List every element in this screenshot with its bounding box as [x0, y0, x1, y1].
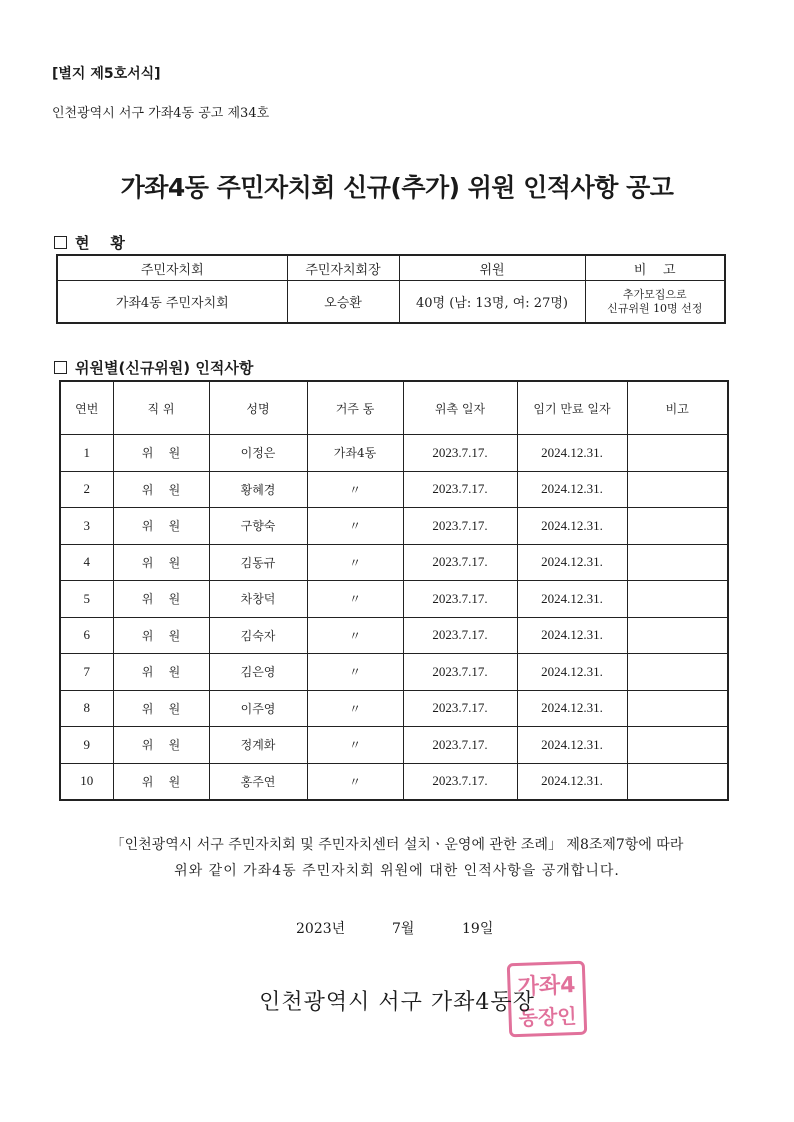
- row-name: 구향숙: [209, 508, 307, 545]
- row-expires: 2024.12.31.: [517, 581, 627, 618]
- section-members-heading: [54, 357, 253, 378]
- col-name: 성명: [209, 381, 307, 435]
- row-no: 8: [60, 690, 113, 727]
- row-note: [627, 617, 728, 654]
- row-dong: 〃: [307, 581, 403, 618]
- seal-text-line1: 가좌4: [517, 973, 576, 1001]
- row-name: 이정은: [209, 435, 307, 472]
- row-appointed: 2023.7.17.: [403, 763, 517, 800]
- col-appointed: 위촉 일자: [403, 381, 517, 435]
- date-day: 19일: [462, 921, 494, 937]
- row-appointed: 2023.7.17.: [403, 435, 517, 472]
- checkbox-square-icon: [54, 236, 67, 249]
- row-note: [627, 471, 728, 508]
- row-dong: 〃: [307, 727, 403, 764]
- table-row: [60, 617, 728, 654]
- ordinance-statement-line1: 「인천광역시 서구 주민자치회 및 주민자치센터 설치ㆍ운영에 관한 조례」 제8조제7항에 따라: [110, 837, 684, 853]
- row-appointed: 2023.7.17.: [403, 471, 517, 508]
- row-expires: 2024.12.31.: [517, 617, 627, 654]
- row-no: 7: [60, 654, 113, 691]
- row-expires: 2024.12.31.: [517, 435, 627, 472]
- section-status-label: 현 황: [75, 234, 125, 252]
- row-name: 김은영: [209, 654, 307, 691]
- col-council: 주민자치회: [57, 255, 287, 281]
- row-no: 10: [60, 763, 113, 800]
- row-position: 위 원: [113, 690, 209, 727]
- row-dong: 가좌4동: [307, 435, 403, 472]
- signatory: 인천광역시 서구 가좌4동장: [259, 990, 535, 1015]
- status-note-line2: 신규위원 10명 선정: [607, 301, 703, 315]
- row-note: [627, 690, 728, 727]
- row-expires: 2024.12.31.: [517, 654, 627, 691]
- row-position: 위 원: [113, 763, 209, 800]
- row-position: 위 원: [113, 508, 209, 545]
- row-no: 6: [60, 617, 113, 654]
- page-title: 가좌4동 주민자치회 신규(추가) 위원 인적사항 공고: [120, 173, 674, 202]
- row-expires: 2024.12.31.: [517, 727, 627, 764]
- council-name: 가좌4동 주민자치회: [57, 281, 287, 324]
- row-position: 위 원: [113, 617, 209, 654]
- row-no: 1: [60, 435, 113, 472]
- notice-number: 인천광역시 서구 가좌4동 공고 제34호: [52, 106, 270, 121]
- members-table-header: [60, 381, 728, 435]
- row-position: 위 원: [113, 654, 209, 691]
- table-row: [60, 508, 728, 545]
- row-note: [627, 508, 728, 545]
- row-name: 홍주연: [209, 763, 307, 800]
- row-name: 김동규: [209, 544, 307, 581]
- row-position: 위 원: [113, 727, 209, 764]
- col-note: 비 고: [585, 255, 725, 281]
- col-dong: 거주 동: [307, 381, 403, 435]
- row-appointed: 2023.7.17.: [403, 654, 517, 691]
- row-name: 김숙자: [209, 617, 307, 654]
- col-expires: 임기 만료 일자: [517, 381, 627, 435]
- row-note: [627, 435, 728, 472]
- table-row: [60, 763, 728, 800]
- status-table-row: [57, 281, 725, 324]
- col-no: 연번: [60, 381, 113, 435]
- date-month: 7월: [392, 921, 415, 937]
- row-no: 9: [60, 727, 113, 764]
- row-dong: 〃: [307, 654, 403, 691]
- row-appointed: 2023.7.17.: [403, 544, 517, 581]
- seal-text-line2: 동장인: [518, 1003, 578, 1030]
- row-appointed: 2023.7.17.: [403, 617, 517, 654]
- checkbox-square-icon: [54, 361, 67, 374]
- section-members-label: 위원별(신규위원) 인적사항: [75, 359, 254, 377]
- row-position: 위 원: [113, 471, 209, 508]
- members-count: 40명 (남: 13명, 여: 27명): [399, 281, 585, 324]
- members-table: [59, 380, 729, 801]
- row-note: [627, 763, 728, 800]
- row-position: 위 원: [113, 435, 209, 472]
- table-row: [60, 435, 728, 472]
- col-chair: 주민자치회장: [287, 255, 399, 281]
- row-dong: 〃: [307, 763, 403, 800]
- row-dong: 〃: [307, 471, 403, 508]
- status-table: [56, 254, 726, 324]
- row-name: 차창덕: [209, 581, 307, 618]
- row-appointed: 2023.7.17.: [403, 690, 517, 727]
- status-table-header: [57, 255, 725, 281]
- row-no: 3: [60, 508, 113, 545]
- table-row: [60, 690, 728, 727]
- row-dong: 〃: [307, 508, 403, 545]
- table-row: [60, 727, 728, 764]
- col-position: 직 위: [113, 381, 209, 435]
- row-note: [627, 727, 728, 764]
- row-no: 5: [60, 581, 113, 618]
- col-members: 위원: [399, 255, 585, 281]
- row-expires: 2024.12.31.: [517, 763, 627, 800]
- table-row: [60, 654, 728, 691]
- row-dong: 〃: [307, 544, 403, 581]
- row-dong: 〃: [307, 617, 403, 654]
- row-note: [627, 654, 728, 691]
- row-appointed: 2023.7.17.: [403, 727, 517, 764]
- row-note: [627, 581, 728, 618]
- form-number: [별지 제5호서식]: [52, 66, 161, 82]
- row-name: 이주영: [209, 690, 307, 727]
- col-remarks: 비고: [627, 381, 728, 435]
- row-note: [627, 544, 728, 581]
- date-year: 2023년: [296, 921, 346, 937]
- table-row: [60, 471, 728, 508]
- row-position: 위 원: [113, 581, 209, 618]
- status-note: [585, 281, 725, 324]
- row-name: 정계화: [209, 727, 307, 764]
- row-no: 2: [60, 471, 113, 508]
- row-appointed: 2023.7.17.: [403, 508, 517, 545]
- row-name: 황혜경: [209, 471, 307, 508]
- ordinance-statement-line2: 위와 같이 가좌4동 주민자치회 위원에 대한 인적사항을 공개합니다.: [174, 863, 620, 879]
- row-expires: 2024.12.31.: [517, 544, 627, 581]
- row-position: 위 원: [113, 544, 209, 581]
- table-row: [60, 544, 728, 581]
- row-no: 4: [60, 544, 113, 581]
- section-status-heading: [54, 232, 125, 253]
- row-appointed: 2023.7.17.: [403, 581, 517, 618]
- row-expires: 2024.12.31.: [517, 690, 627, 727]
- chair-name: 오승환: [287, 281, 399, 324]
- row-dong: 〃: [307, 690, 403, 727]
- row-expires: 2024.12.31.: [517, 471, 627, 508]
- status-note-line1: 추가모집으로: [622, 287, 687, 301]
- table-row: [60, 581, 728, 618]
- row-expires: 2024.12.31.: [517, 508, 627, 545]
